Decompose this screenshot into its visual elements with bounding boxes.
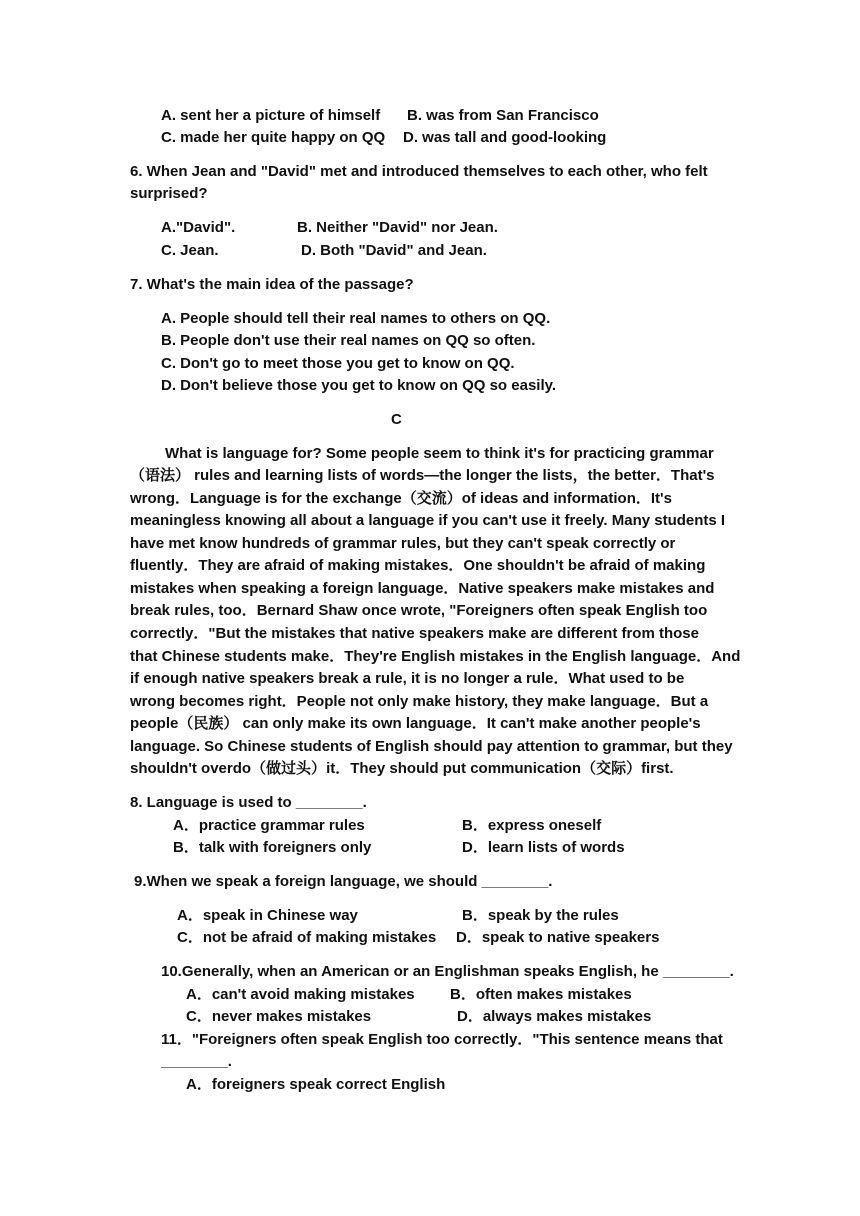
passage-line: correctly．"But the mistakes that native speakers make are different from those <box>130 625 699 642</box>
q6-option-c: C. Jean. <box>161 242 219 259</box>
q9-option-d: D．speak to native speakers <box>456 929 660 946</box>
q8-option-d: D．learn lists of words <box>462 839 625 856</box>
q6-option-a: A."David". <box>161 219 236 236</box>
passage-line: wrong．Language is for the exchange（交流）of ideas and information．It's <box>130 490 672 507</box>
q7-stem: 7. What's the main idea of the passage? <box>130 276 414 293</box>
q11-option-a: A．foreigners speak correct English <box>186 1076 446 1093</box>
q7-option-b: B. People don't use their real names on QQ so often. <box>161 332 536 349</box>
q6-stem-line2: surprised? <box>130 185 208 202</box>
q5-option-d: D. was tall and good-looking <box>403 129 607 146</box>
q8-option-b: B．express oneself <box>462 817 602 834</box>
q6-option-d: D. Both "David" and Jean. <box>301 242 487 259</box>
q10-option-a: A．can't avoid making mistakes <box>186 986 415 1003</box>
q7-option-a: A. People should tell their real names to others on QQ. <box>161 310 551 327</box>
q8-option-a: A．practice grammar rules <box>173 817 365 834</box>
passage-line: fluently．They are afraid of making mistakes．One shouldn't be afraid of making <box>130 557 706 574</box>
passage-line: What is language for? Some people seem to think it's for practicing grammar <box>165 445 714 462</box>
q5-option-b: B. was from San Francisco <box>407 107 599 124</box>
section-heading: C <box>391 411 402 428</box>
q10-option-b: B．often makes mistakes <box>450 986 632 1003</box>
q7-option-c: C. Don't go to meet those you get to know on QQ. <box>161 355 515 372</box>
passage-line: if enough native speakers break a rule, it is no longer a rule．What used to be <box>130 670 685 687</box>
q9-option-b: B．speak by the rules <box>462 907 619 924</box>
q11-stem-line1: 11．"Foreigners often speak English too correctly．"This sentence means that <box>161 1031 723 1048</box>
passage-line: shouldn't overdo（做过头）it．They should put communication（交际）first. <box>130 760 674 777</box>
q8-option-c: B．talk with foreigners only <box>173 839 372 856</box>
q11-stem-line2: ________. <box>161 1053 232 1070</box>
q10-option-c: C．never makes mistakes <box>186 1008 372 1025</box>
q9-option-c: C．not be afraid of making mistakes <box>177 929 437 946</box>
q8-stem: 8. Language is used to ________. <box>130 794 367 811</box>
q9-option-a: A．speak in Chinese way <box>177 907 358 924</box>
q5-option-c: C. made her quite happy on QQ <box>161 129 386 146</box>
q5-option-a: A. sent her a picture of himself <box>161 107 381 124</box>
passage-line: （语法） rules and learning lists of words—the longer the lists，the better．That's <box>130 467 715 484</box>
q10-stem: 10.Generally, when an American or an Englishman speaks English, he ________. <box>161 963 734 980</box>
passage-line: mistakes when speaking a foreign language．Native speakers make mistakes and <box>130 580 715 597</box>
q6-stem-line1: 6. When Jean and "David" met and introduced themselves to each other, who felt <box>130 163 708 180</box>
q6-option-b: B. Neither "David" nor Jean. <box>297 219 498 236</box>
passage-line: wrong becomes right．People not only make history, they make language．But a <box>130 693 709 710</box>
passage-line: that Chinese students make．They're English mistakes in the English language．And <box>130 648 741 665</box>
passage-line: meaningless knowing all about a language if you can't use it freely. Many students I <box>130 512 726 529</box>
passage-line: break rules, too．Bernard Shaw once wrote, "Foreigners often speak English too <box>130 602 708 619</box>
passage-line: have met know hundreds of grammar rules, but they can't speak correctly or <box>130 535 676 552</box>
passage-line: language. So Chinese students of English should pay attention to grammar, but they <box>130 738 733 755</box>
q9-stem: 9.When we speak a foreign language, we should ________. <box>134 873 553 890</box>
q10-option-d: D．always makes mistakes <box>457 1008 652 1025</box>
q7-option-d: D. Don't believe those you get to know on QQ so easily. <box>161 377 557 394</box>
passage-line: people（民族） can only make its own language．It can't make another people's <box>130 715 701 732</box>
